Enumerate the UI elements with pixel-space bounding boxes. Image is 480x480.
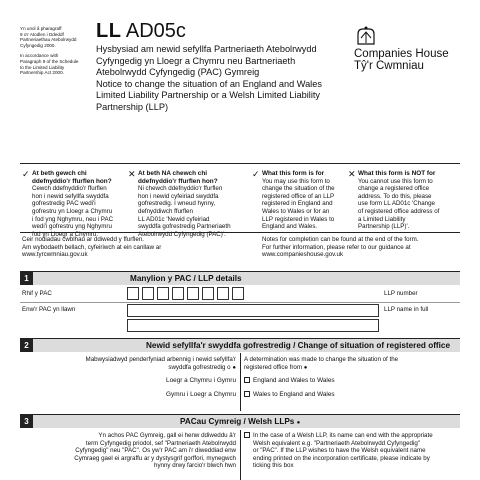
llp-number-cell[interactable] <box>127 287 139 300</box>
info-col-line: gofrestredig PAC wedi'i <box>32 200 96 208</box>
notes-line: Ceir nodiadau cwblhau ar ddiwedd y ffurflen. <box>22 236 144 243</box>
welsh-llp-line: or "PAC". If the LLP wishes to have the Welsh equivalent name <box>253 447 426 455</box>
welsh-llp-line-text: In the case of a Welsh LLP, its name can end with the appropriate <box>253 432 433 439</box>
llp-number-label-en: LLP number <box>384 290 418 297</box>
determination-line-text: swyddfa gofrestredig o <box>168 363 231 371</box>
llp-number-cell[interactable] <box>172 287 184 300</box>
section-2-divider <box>240 353 241 411</box>
section-title <box>180 416 300 429</box>
llp-name-input[interactable] <box>127 304 379 317</box>
logo-name-cy: Tŷ'r Cwmniau <box>354 60 424 72</box>
legislation-note-line: 9 o'r Atodlen i Ddeddf <box>20 31 64 37</box>
info-col-line: You may use this form to <box>262 177 330 185</box>
option-en: England and Wales to Wales <box>253 377 335 384</box>
option-row[interactable] <box>244 377 335 385</box>
llp-number-cell[interactable] <box>232 287 244 300</box>
info-col-use-cy <box>22 169 124 238</box>
welsh-llp-line: hynny drwy farcio'r blwch hwn <box>154 462 236 470</box>
info-col-use-en <box>252 169 354 231</box>
info-col-line: Atebolrwydd Cyfyngedig (PAC)'. <box>138 230 226 238</box>
option-cy: Loegr a Chymru i Gymru <box>166 377 236 384</box>
section-number: 1 <box>20 272 33 285</box>
header-divider <box>20 163 460 164</box>
info-col-line: of registered office address of <box>358 207 440 215</box>
info-col-line: wedi'i gofrestru yng Nghymru <box>32 223 112 231</box>
info-col-line: change the situation of the <box>262 185 335 193</box>
section-number: 3 <box>20 415 33 428</box>
info-divider <box>20 232 460 233</box>
info-col-line: Wales to Wales or for an <box>262 207 330 215</box>
notes-link[interactable]: www.tyrcwmniau.gov.uk <box>22 251 88 259</box>
info-col-not-use-cy <box>128 169 248 238</box>
welsh-description-line: Cyfyngedig yn Lloegr a Chymru neu Bartneriaeth <box>96 55 296 66</box>
info-col-line: Partnership (LLP)'. <box>358 223 410 231</box>
info-col-line: LLP registered in Wales to <box>262 215 335 223</box>
info-col-line: registered in England and <box>262 200 333 208</box>
determination-line: Mabwysiadwyd penderfyniad arbennig i newid sefyllfa'r <box>85 356 236 363</box>
legislation-note-line: Paragraph 9 of the Schedule <box>20 58 79 64</box>
section-2-header <box>20 338 460 352</box>
info-col-title: ddefnyddio'r ffurflen hon? <box>32 177 112 185</box>
legislation-note <box>20 26 95 76</box>
llp-name-label-en: LLP name in full <box>384 306 429 313</box>
notes-line: For further information, please refer to our guidance at <box>262 243 411 251</box>
english-description-line: Notice to change the situation of an England and Wales <box>96 78 322 89</box>
form-prefix: LL <box>96 20 122 42</box>
wales-to-england-wales-checkbox[interactable] <box>244 391 250 397</box>
check-icon: ✓ <box>22 169 30 179</box>
option-cy: Gymru i Loegr a Chymru <box>166 391 236 398</box>
info-col-line: change a registered office <box>358 185 430 193</box>
info-col-line: use form LL AD01c 'Change <box>358 200 435 208</box>
info-col-line: i fod yng Nghymru, neu i PAC <box>32 215 114 223</box>
english-description-line: Partnership (LLP) <box>96 101 169 112</box>
llp-number-input[interactable] <box>127 287 380 300</box>
form-code: AD05c <box>125 20 186 42</box>
logo-name-en: Companies House <box>354 48 449 60</box>
welsh-llp-line: Cymraeg gael ei argraffu ar y dystysgrif gorffori, mynegwch <box>74 454 236 462</box>
determination-line: A determination was made to change the situation of the <box>244 356 399 363</box>
info-col-line: fod yn Lloegr a Chymru. <box>32 230 99 238</box>
england-wales-to-wales-checkbox[interactable] <box>244 377 250 383</box>
llp-name-label-cy: Enw'r PAC yn llawn <box>22 306 76 313</box>
notes-link[interactable]: www.companieshouse.gov.uk <box>262 251 344 259</box>
legislation-note-line: In accordance with <box>20 53 59 59</box>
determination-line <box>244 364 464 373</box>
check-icon: ✓ <box>252 169 260 179</box>
info-col-line: defnyddiwch ffurflen <box>138 207 193 215</box>
welsh-llp-line: ending printed on the incorporation certificate, please indicate by <box>253 454 430 462</box>
notes-line: Notes for completion can be found at the end of the form. <box>262 236 419 243</box>
section-title-text: PACau Cymreig / Welsh LLPs <box>180 417 295 426</box>
section-title: Newid sefyllfa'r swyddfa gofrestredig / Change of situation of registered office <box>146 341 451 350</box>
notes-en <box>262 236 467 259</box>
llp-number-cell[interactable] <box>217 287 229 300</box>
english-description-line: Limited Liability Partnership or a Welsh Limited Liability <box>96 90 321 101</box>
info-col-line: You cannot use this form to <box>358 177 433 185</box>
cross-icon: ✕ <box>128 169 136 179</box>
info-col-line: a Limited Liability <box>358 215 406 223</box>
info-col-line: gofrestru yn Lloegr a Chymru <box>32 207 113 215</box>
companies-house-logo <box>354 26 464 72</box>
option-row[interactable] <box>244 391 335 399</box>
info-col-line: Cewch ddefnyddio'r ffurflen <box>32 185 107 193</box>
option-en: Wales to England and Wales <box>253 391 335 398</box>
info-col-line: England and Wales. <box>262 223 318 231</box>
info-col-line: Ni chewch ddefnyddio'r ffurflen <box>138 185 223 193</box>
welsh-description-line: Atebolrwydd Cyfyngedig (PAC) Gymreig <box>96 67 260 78</box>
info-col-title: What this form is NOT for <box>358 170 436 177</box>
welsh-llp-line: Cyfyngedig" neu "PAC". Os yw'r PAC am i'r diweddiad enw <box>75 447 236 455</box>
cross-icon: ✕ <box>348 169 356 179</box>
determination-en <box>244 356 464 372</box>
crest-icon <box>355 26 377 46</box>
legislation-note-line: Yn unol â pharagraff <box>20 26 62 31</box>
section-title: Manylion y PAC / LLP details <box>130 274 242 283</box>
info-col-line: hon i newid sefyllfa swyddfa <box>32 192 109 200</box>
row-divider <box>20 302 460 303</box>
welsh-llp-line: term Cyfyngedig priodol, sef "Partneriaeth Atebolrwydd <box>85 439 236 447</box>
info-col-title: What this form is for <box>262 170 325 177</box>
info-icon: ● <box>303 364 308 371</box>
determination-cy <box>22 356 236 372</box>
info-col-line: registered office of an LLP <box>262 192 335 200</box>
llp-number-cell[interactable] <box>187 287 199 300</box>
determination-line <box>22 364 236 373</box>
section-1-header <box>20 271 460 285</box>
info-col-title: ddefnyddio'r ffurflen hon? <box>138 177 218 185</box>
info-col-title: At beth NA chewch chi <box>138 170 208 177</box>
info-col-title: At beth gewch chi <box>32 170 87 177</box>
welsh-ending-checkbox[interactable] <box>244 432 250 438</box>
llp-name-input-line2[interactable] <box>127 319 379 332</box>
notes-cy <box>22 236 252 259</box>
welsh-llp-note-cy <box>22 432 236 470</box>
llp-number-cell[interactable] <box>157 287 169 300</box>
llp-number-cell[interactable] <box>202 287 214 300</box>
section-number: 2 <box>20 339 33 352</box>
determination-line-text: registered office from <box>244 363 303 371</box>
welsh-llp-line: Yn achos PAC Gymreig, gall ei henw ddiweddu â'r <box>98 432 236 439</box>
welsh-description-line: Hysbysiad am newid sefyllfa Partneriaeth Atebolrwydd <box>96 44 317 54</box>
info-col-line: hon i newid cyfeiriad swyddfa <box>138 192 219 200</box>
section-3-divider <box>240 430 241 480</box>
legislation-note-line: Partneriaethau Atebolrwydd <box>20 37 77 43</box>
info-icon: ● <box>232 364 236 371</box>
info-col-line: address. To do this, please <box>358 192 432 200</box>
llp-number-cell[interactable] <box>142 287 154 300</box>
info-col-line: LL AD01c 'Newid cyfeiriad <box>138 215 210 223</box>
welsh-llp-line: Welsh equivalent e.g. "Partneriaeth Atebolrwydd Cyfyngedig" <box>253 439 420 447</box>
info-col-not-use-en <box>348 169 462 231</box>
info-col-line: swyddfa gofrestredig Partneriaeth <box>138 223 231 231</box>
info-col-line: gofrestredig. I wneud hynny, <box>138 200 216 208</box>
form-title <box>96 20 186 43</box>
llp-number-label-cy: Rhif y PAC <box>22 290 52 297</box>
legislation-note-line: to the Limited Liability <box>20 64 65 70</box>
section-3-header <box>20 414 460 428</box>
info-icon: ● <box>296 420 301 426</box>
welsh-llp-note-en <box>244 432 466 470</box>
form-description <box>96 44 366 114</box>
welsh-llp-line: ticking this box <box>253 462 294 470</box>
legislation-note-line: Partnership Act 2000. <box>20 70 64 76</box>
welsh-llp-line[interactable] <box>244 432 466 440</box>
notes-line: Am wybodaeth bellach, cyfeiriwch at ein canllaw ar <box>22 243 162 251</box>
legislation-note-line: Cyfyngedig 2000. <box>20 42 56 48</box>
